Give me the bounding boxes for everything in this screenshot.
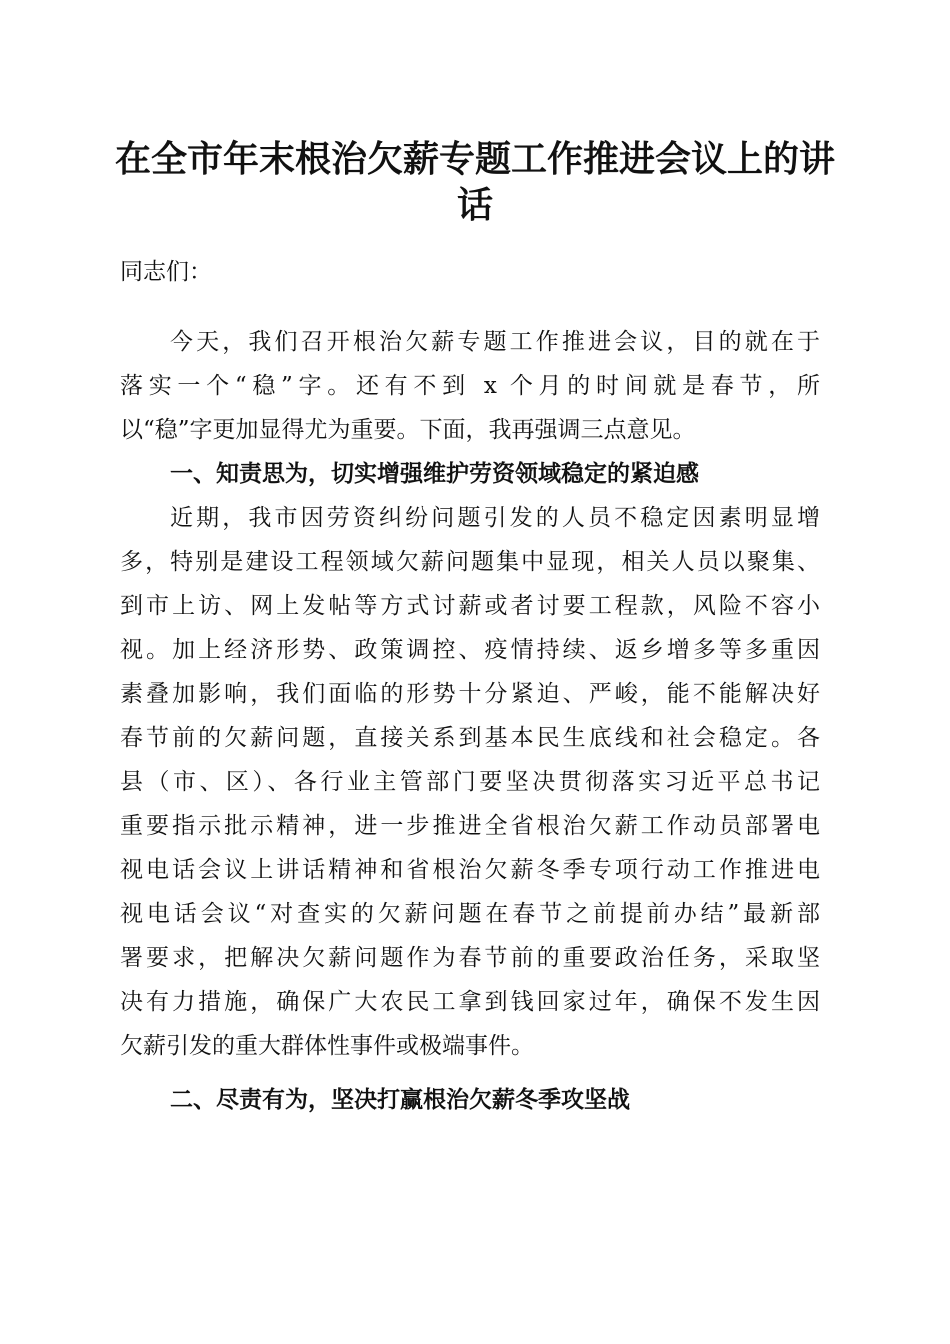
- section-heading-1: 一、知责思为，切实增强维护劳资领域稳定的紧迫感: [170, 461, 699, 487]
- paragraph-line: 县（市、区）、各行业主管部门要坚决贯彻落实习近平总书记: [120, 769, 820, 795]
- intro-paragraph: [120, 320, 820, 452]
- paragraph-line: 素叠加影响，我们面临的形势十分紧迫、严峻，能不能解决好: [120, 681, 820, 707]
- salutation: 同志们：: [120, 259, 212, 285]
- paragraph-line: 春节前的欠薪问题，直接关系到基本民生底线和社会稳定。各: [120, 725, 820, 751]
- paragraph-line: 欠薪引发的重大群体性事件或极端事件。: [120, 1033, 534, 1059]
- paragraph-line: 落实一个“稳”字。还有不到 x 个月的时间就是春节，所: [120, 373, 820, 399]
- paragraph-line: 视。加上经济形势、政策调控、疫情持续、返乡增多等多重因: [120, 637, 820, 663]
- paragraph-line: 署要求，把解决欠薪问题作为春节前的重要政治任务，采取坚: [120, 945, 820, 971]
- paragraph-line: 到市上访、网上发帖等方式讨薪或者讨要工程款，风险不容小: [120, 593, 820, 619]
- document-body: [120, 250, 820, 1122]
- paragraph-line: 多，特别是建设工程领域欠薪问题集中显现，相关人员以聚集、: [120, 549, 820, 575]
- paragraph-line: 以“稳”字更加显得尤为重要。下面，我再强调三点意见。: [120, 417, 696, 443]
- document-title: 在全市年末根治欠薪专题工作推进会议上的讲话: [114, 138, 835, 226]
- paragraph-line: 视电话会议“对查实的欠薪问题在春节之前提前办结”最新部: [120, 901, 820, 927]
- section-heading-2: 二、尽责有为，坚决打赢根治欠薪冬季攻坚战: [170, 1087, 630, 1113]
- section-1-paragraph: [120, 496, 820, 1068]
- paragraph-line: 重要指示批示精神，进一步推进全省根治欠薪工作动员部署电: [120, 813, 820, 839]
- paragraph-line: 近期，我市因劳资纠纷问题引发的人员不稳定因素明显增: [170, 505, 820, 531]
- paragraph-line: 决有力措施，确保广大农民工拿到钱回家过年，确保不发生因: [120, 989, 820, 1015]
- paragraph-line: 视电话会议上讲话精神和省根治欠薪冬季专项行动工作推进电: [120, 857, 820, 883]
- paragraph-line: 今天，我们召开根治欠薪专题工作推进会议，目的就在于: [170, 329, 820, 355]
